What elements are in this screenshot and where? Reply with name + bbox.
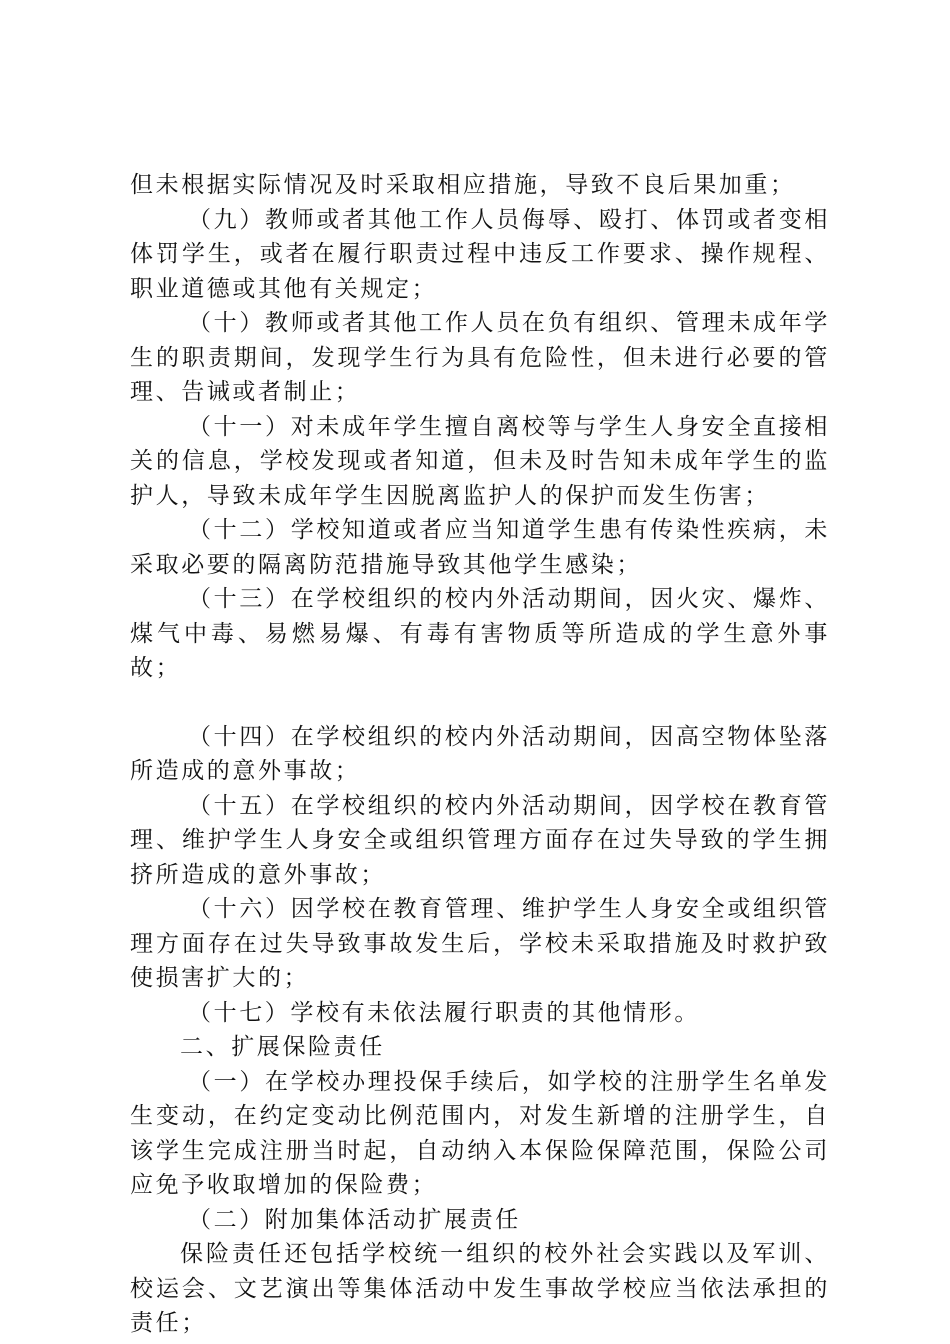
paragraph-item-12: （十二）学校知道或者应当知道学生患有传染性疾病，未采取必要的隔离防范措施导致其他学生感染； bbox=[130, 517, 830, 578]
subheading-collective-activity: （二）附加集体活动扩展责任 bbox=[188, 1206, 521, 1233]
paragraph-item-14: （十四）在学校组织的校内外活动期间，因高空物体坠落所造成的意外事故； bbox=[130, 723, 830, 784]
paragraph-item-10: （十）教师或者其他工作人员在负有组织、管理未成年学生的职责期间，发现学生行为具有危险性，但未进行必要的管理、告诫或者制止； bbox=[130, 310, 830, 405]
paragraph-item-17: （十七）学校有未依法履行职责的其他情形。 bbox=[188, 999, 700, 1026]
paragraph-spacer bbox=[130, 686, 830, 720]
paragraph-item-11: （十一）对未成年学生擅自离校等与学生人身安全直接相关的信息，学校发现或者知道，但未及时告知未成年学生的监护人，导致未成年学生因脱离监护人的保护而发生伤害； bbox=[130, 413, 830, 509]
paragraph-extended-1: （一）在学校办理投保手续后，如学校的注册学生名单发生变动，在约定变动比例范围内，对发生新增的注册学生，自该学生完成注册当时起，自动纳入本保险保障范围，保险公司应免予收取增加的保险费； bbox=[130, 1068, 830, 1198]
section-heading-extended-liability: 二、扩展保险责任 bbox=[180, 1034, 385, 1060]
paragraph-collective-activity: 保险责任还包括学校统一组织的校外社会实践以及军训、校运会、文艺演出等集体活动中发生事故学校应当依法承担的责任； bbox=[130, 1241, 830, 1336]
document-body bbox=[130, 168, 830, 1341]
paragraph-continuation: 但未根据实际情况及时采取相应措施，导致不良后果加重； bbox=[130, 172, 796, 198]
paragraph-item-15: （十五）在学校组织的校内外活动期间，因学校在教育管理、维护学生人身安全或组织管理方面存在过失导致的学生拥挤所造成的意外事故； bbox=[130, 792, 830, 888]
paragraph-item-16: （十六）因学校在教育管理、维护学生人身安全或组织管理方面存在过失导致事故发生后，学校未采取措施及时救护致使损害扩大的； bbox=[130, 896, 830, 991]
paragraph-item-9: （九）教师或者其他工作人员侮辱、殴打、体罚或者变相体罚学生，或者在履行职责过程中违反工作要求、操作规程、职业道德或其他有关规定； bbox=[130, 206, 830, 302]
paragraph-item-13: （十三）在学校组织的校内外活动期间，因火灾、爆炸、煤气中毒、易燃易爆、有毒有害物质等所造成的学生意外事故； bbox=[130, 586, 830, 681]
